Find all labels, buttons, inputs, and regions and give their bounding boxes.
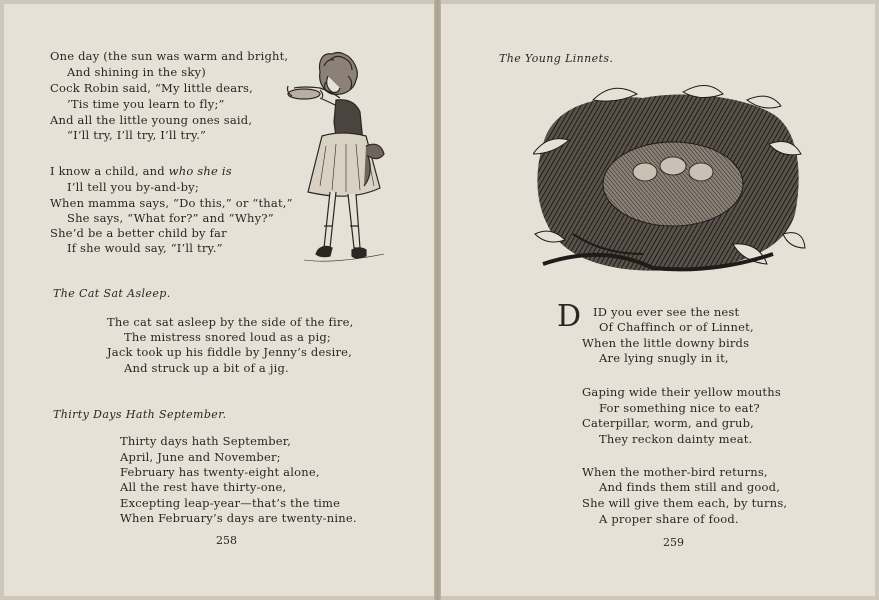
linnets-stanza3-line-1: When the mother-bird returns,	[582, 465, 768, 479]
linnets-stanza2-line-2: For something nice to eat?	[599, 401, 760, 415]
poem2-line-1-text: I know a child, and	[50, 164, 169, 178]
cat-poem-line-4: And struck up a bit of a jig.	[124, 361, 289, 375]
september-line-3: February has twenty-eight alone,	[120, 465, 320, 479]
poem1-line-1: One day (the sun was warm and bright,	[50, 49, 289, 63]
girl-illustration	[274, 46, 394, 274]
poem1-line-2: And shining in the sky)	[67, 65, 206, 79]
september-line-2: April, June and November;	[120, 450, 281, 464]
poem2-line-5: She’d be a better child by far	[50, 226, 227, 240]
poem2-line-1-italic: who she is	[168, 164, 232, 178]
poem1-line-3: Cock Robin said, “My little dears,	[50, 81, 254, 95]
book-gutter	[434, 0, 441, 600]
page-number-left: 258	[216, 534, 237, 547]
september-poem-title: Thirty Days Hath September.	[53, 408, 227, 421]
page-number-right: 259	[663, 536, 684, 549]
nest-illustration	[533, 84, 807, 280]
linnets-stanza3-line-3: She will give them each, by turns,	[582, 496, 788, 510]
cat-poem-line-1: The cat sat asleep by the side of the fire,	[107, 315, 354, 329]
linnets-stanza2-line-1: Gaping wide their yellow mouths	[582, 385, 781, 399]
linnets-stanza3-line-2: And finds them still and good,	[599, 480, 781, 494]
linnets-title: The Young Linnets.	[499, 52, 614, 65]
cat-poem-line-3: Jack took up his fiddle by Jenny’s desire,	[107, 345, 353, 359]
linnets-stanza2-line-4: They reckon dainty meat.	[599, 432, 753, 446]
poem2-line-2: I’ll tell you by-and-by;	[67, 180, 199, 194]
right-page	[441, 4, 875, 596]
poem2-line-3: When mamma says, “Do this,” or “that,”	[50, 196, 293, 210]
september-line-1: Thirty days hath September,	[120, 434, 292, 448]
linnets-stanza3-line-4: A proper share of food.	[599, 512, 739, 526]
poem1-line-6: “I’ll try, I’ll try, I’ll try.”	[67, 128, 207, 142]
linnets-stanza1-line-2: Of Chaffinch or of Linnet,	[599, 320, 754, 334]
cat-poem-line-2: The mistress snored loud as a pig;	[124, 330, 331, 344]
linnets-stanza1-line-4: Are lying snugly in it,	[599, 351, 729, 365]
september-line-5: Excepting leap-year—that’s the time	[120, 496, 341, 510]
poem1-line-5: And all the little young ones said,	[50, 113, 253, 127]
linnets-stanza2-line-3: Caterpillar, worm, and grub,	[582, 416, 755, 430]
poem2-line-6: If she would say, “I’ll try.”	[67, 241, 223, 255]
linnets-stanza1-line-3: When the little downy birds	[582, 336, 750, 350]
cat-poem-title: The Cat Sat Asleep.	[53, 287, 171, 300]
left-page	[4, 4, 434, 596]
september-line-4: All the rest have thirty-one,	[120, 480, 287, 494]
september-line-6: When February’s days are twenty-nine.	[120, 511, 357, 525]
poem2-line-1	[50, 164, 232, 179]
drop-cap: D	[557, 299, 582, 334]
poem2-line-4: She says, “What for?” and “Why?”	[67, 211, 274, 225]
linnets-line-1: ID you ever see the nest	[593, 305, 740, 319]
poem1-line-4: ’Tis time you learn to fly;”	[67, 97, 225, 111]
